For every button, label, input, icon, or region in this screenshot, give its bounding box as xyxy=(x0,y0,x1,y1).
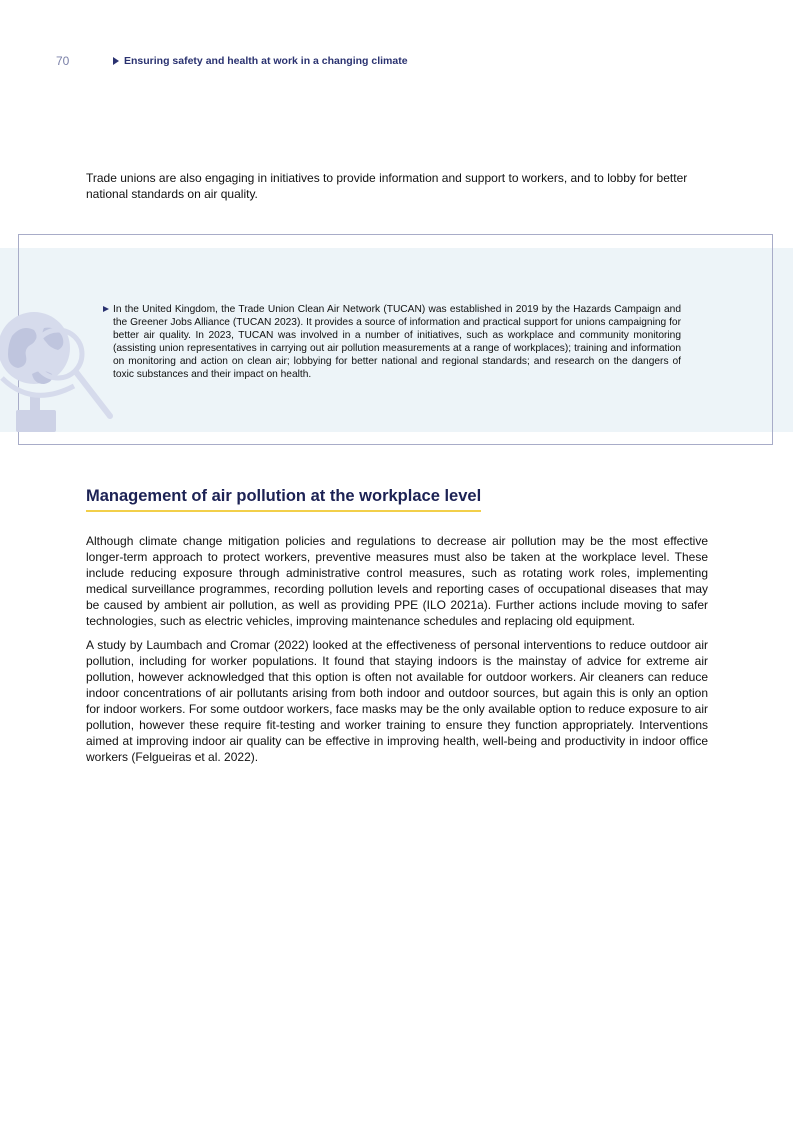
globe-magnifier-icon xyxy=(0,298,122,438)
triangle-bullet-icon xyxy=(113,57,119,65)
body-paragraph-2: A study by Laumbach and Cromar (2022) looked at the effectiveness of personal interventions to reduce outdoor air pollution, including for worker populations. It found that staying indoors is the mainstay of advice for extreme air pollution, however acknowledged that this option is often not available for outdoor workers. Air cleaners can reduce indoor concentrations of air pollutants arising from both indoor and outdoor sources, but again this is only an option for indoor workers. For some outdoor workers, face masks may be the only available option to reduce exposure to air pollution, however these require fit-testing and worker training to ensure they function appropriately. Interventions aimed at improving indoor air quality can be effective in improving health, well-being and productivity in indoor office workers (Felgueiras et al. 2022). xyxy=(86,638,708,764)
section-heading: Management of air pollution at the workplace level xyxy=(86,487,481,512)
body-paragraph-1: Although climate change mitigation policies and regulations to decrease air pollution may be the most effective longer-term approach to protect workers, preventive measures must also be taken at the workplace level. These include reducing exposure through administrative control measures, such as rotating work roles, implementing medical surveillance programmes, recording pollution levels and reporting cases of occupational diseases that may be caused by ambient air pollution, as well as providing PPE (ILO 2021a). Further actions include moving to safer technologies, such as electric vehicles, improving maintenance schedules and replacing old equipment. xyxy=(86,534,708,628)
page-number: 70 xyxy=(56,54,70,68)
case-box-text: In the United Kingdom, the Trade Union Clean Air Network (TUCAN) was established in 2019 by the Hazards Campaign and the Greener Jobs Alliance (TUCAN 2023). It provides a source of information and practical support for unions campaigning for better air quality. In 2023, TUCAN was involved in a number of initiatives, such as workplace and community monitoring (assisting union representatives in carrying out air pollution measurements at a range of workplaces); training and information on monitoring and action on clean air; lobbying for better national and regional standards; and research on the dangers of toxic substances and their impact on health. xyxy=(113,304,681,381)
case-bullet-icon xyxy=(103,306,109,312)
running-header-title: Ensuring safety and health at work in a changing climate xyxy=(124,55,408,67)
intro-paragraph: Trade unions are also engaging in initiatives to provide information and support to workers, and to lobby for better national standards on air quality. xyxy=(86,171,688,201)
running-header xyxy=(113,55,408,67)
